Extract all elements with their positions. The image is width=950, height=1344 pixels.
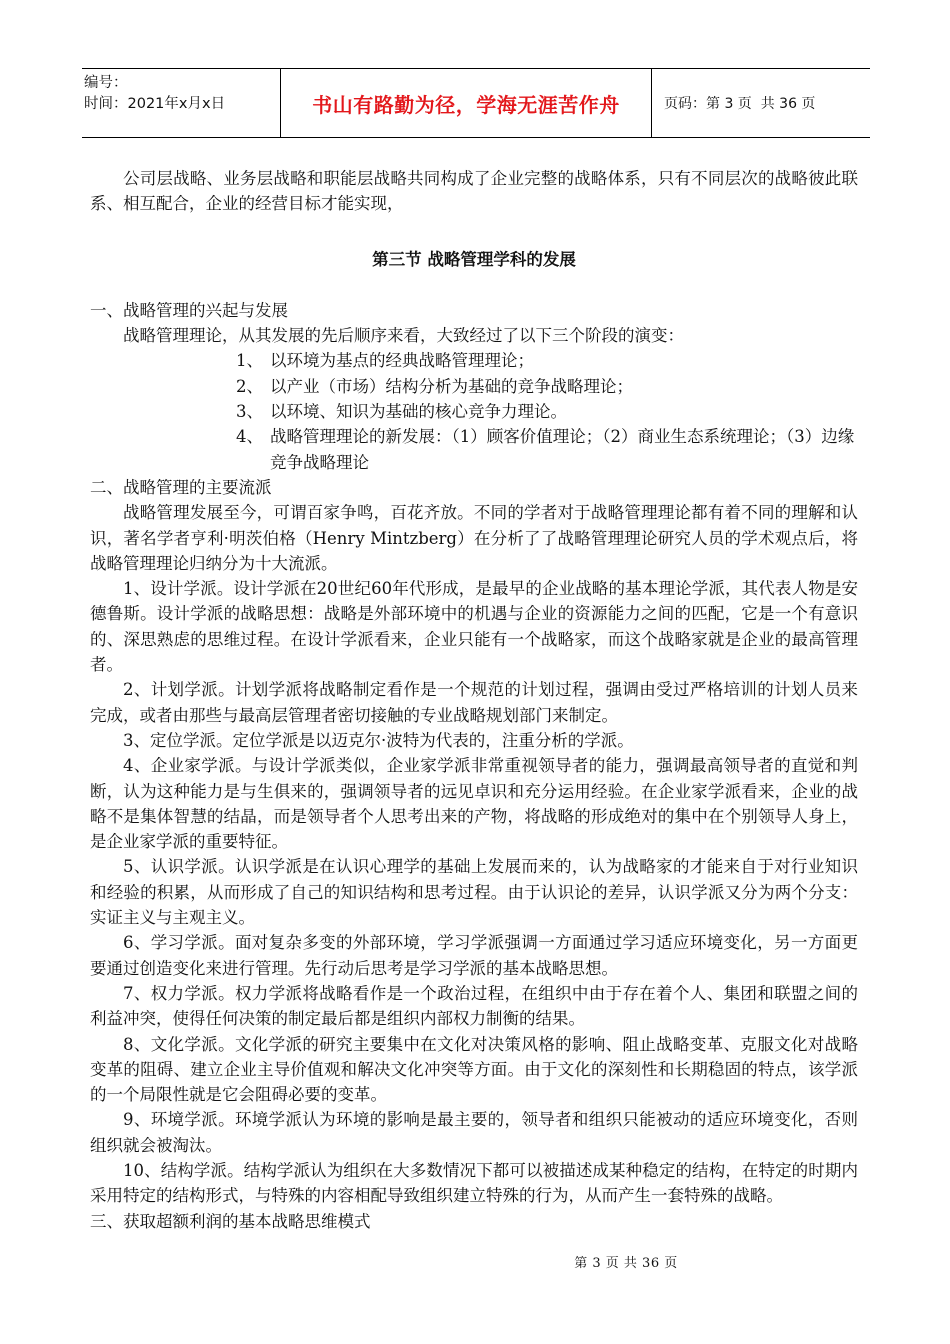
school-paragraph: 6、学习学派。面对复杂多变的外部环境，学习学派强调一方面通过学习适应环境变化，另一方面更要通过创造变化来进行管理。先行动后思考是学习学派的基本战略思想。 bbox=[90, 933, 858, 978]
section-title: 第三节 战略管理学科的发展 bbox=[372, 249, 576, 269]
school-paragraph: 7、权力学派。权力学派将战略看作是一个政治过程，在组织中由于存在着个人、集团和联盟之间的利益冲突，使得任何决策的制定最后都是组织内部权力制衡的结果。 bbox=[90, 983, 858, 1029]
part1-lead: 战略管理理论，从其发展的先后顺序来看，大致经过了以下三个阶段的演变： bbox=[123, 326, 684, 346]
school-paragraph: 9、环境学派。环境学派认为环境的影响是最主要的，领导者和组织只能被动的适应环境变化，否则组织就会被淘汰。 bbox=[90, 1110, 858, 1155]
page-header bbox=[82, 68, 870, 138]
header-motto-cell bbox=[280, 69, 652, 137]
page-footer bbox=[0, 1252, 950, 1271]
list-item-number: 3、 bbox=[236, 402, 263, 422]
list-item bbox=[236, 399, 858, 424]
school-paragraph: 8、文化学派。文化学派的研究主要集中在文化对决策风格的影响、阻止战略变革、克服文化对战略变革的阻碍、建立企业主导价值观和解决文化冲突等方面。由于文化的深刻性和长期稳固的特点，该学派的一个局限性就是它会阻碍必要的变革。 bbox=[90, 1034, 858, 1105]
school-paragraph: 3、定位学派。定位学派是以迈克尔·波特为代表的，注重分析的学派。 bbox=[123, 730, 634, 750]
footer-page-number: 第 3 页 共 36 页 bbox=[574, 1256, 678, 1271]
list-item-number: 1、 bbox=[236, 351, 263, 371]
header-time-label: 时间：2021年x月x日 bbox=[84, 96, 226, 112]
school-paragraph: 战略管理发展至今，可谓百家争鸣，百花齐放。不同的学者对于战略管理理论都有着不同的理解和认识，著名学者亨利·明茨伯格（Henry Mintzberg）在分析了了战略管理理论研究人员的学术观点后，将战略管理理论归纳分为十大流派。 bbox=[90, 503, 858, 573]
school-paragraph: 5、认识学派。认识学派是在认识心理学的基础上发展而来的，认为战略家的才能来自于对行业知识和经验的积累，从而形成了自己的知识结构和思考过程。由于认识论的差异，认识学派又分为两个分支：实证主义与主观主义。 bbox=[90, 857, 858, 928]
list-item-number: 2、 bbox=[236, 376, 263, 396]
list-item-text: 以环境、知识为基础的核心竞争力理论。 bbox=[270, 402, 567, 422]
school-paragraph: 10、结构学派。结构学派认为组织在大多数情况下都可以被描述成某种稳定的结构，在特定的时期内采用特定的结构形式，与特殊的内容相配导致组织建立特殊的行为，从而产生一套特殊的战略。 bbox=[90, 1160, 858, 1206]
list-item-text: 战略管理理论的新发展：（1）顾客价值理论；（2）商业生态系统理论；（3）边缘竞争战略理论 bbox=[270, 427, 855, 472]
part3-heading: 三、获取超额利润的基本战略思维模式 bbox=[90, 1211, 371, 1231]
header-meta bbox=[82, 69, 280, 137]
header-page-info: 页码：第 3 页 共 36 页 bbox=[664, 96, 816, 112]
list-item-text: 以环境为基点的经典战略管理理论； bbox=[270, 351, 534, 371]
part2-heading: 二、战略管理的主要流派 bbox=[90, 477, 272, 497]
list-item bbox=[236, 424, 858, 475]
header-number-label: 编号： bbox=[84, 75, 128, 91]
header-motto: 书山有路勤为径，学海无涯苦作舟 bbox=[312, 92, 620, 117]
school-paragraph: 4、企业家学派。与设计学派类似，企业家学派非常重视领导者的能力，强调最高领导者的直觉和判断，认为这种能力是与生俱来的，强调领导者的远见卓识和充分运用经验。在企业家学派看来，企业的战略不是集体智慧的结晶，而是领导者个人思考出来的产物，将战略的形成绝对的集中在个别领导人身上，是企业家学派的重要特征。 bbox=[90, 756, 858, 852]
school-paragraph: 1、设计学派。设计学派在20世纪60年代形成，是最早的企业战略的基本理论学派，其代表人物是安德鲁斯。设计学派的战略思想：战略是外部环境中的机遇与企业的资源能力之间的匹配，它是一个有意识的、深思熟虑的思维过程。在设计学派看来，企业只能有一个战略家，而这个战略家就是企业的最高管理者。 bbox=[90, 579, 858, 675]
document-body bbox=[90, 166, 858, 1234]
list-item-number: 4、 bbox=[236, 427, 263, 447]
school-paragraph: 2、计划学派。计划学派将战略制定看作是一个规范的计划过程，强调由受过严格培训的计划人员来完成，或者由那些与最高层管理者密切接触的专业战略规划部门来制定。 bbox=[90, 680, 858, 725]
list-item-text: 以产业（市场）结构分析为基础的竞争战略理论； bbox=[270, 376, 633, 396]
part1-heading: 一、战略管理的兴起与发展 bbox=[90, 300, 288, 320]
intro-paragraph: 公司层战略、业务层战略和职能层战略共同构成了企业完整的战略体系，只有不同层次的战略彼此联系、相互配合，企业的经营目标才能实现， bbox=[90, 169, 858, 214]
list-item bbox=[236, 374, 858, 399]
list-item bbox=[236, 348, 858, 373]
